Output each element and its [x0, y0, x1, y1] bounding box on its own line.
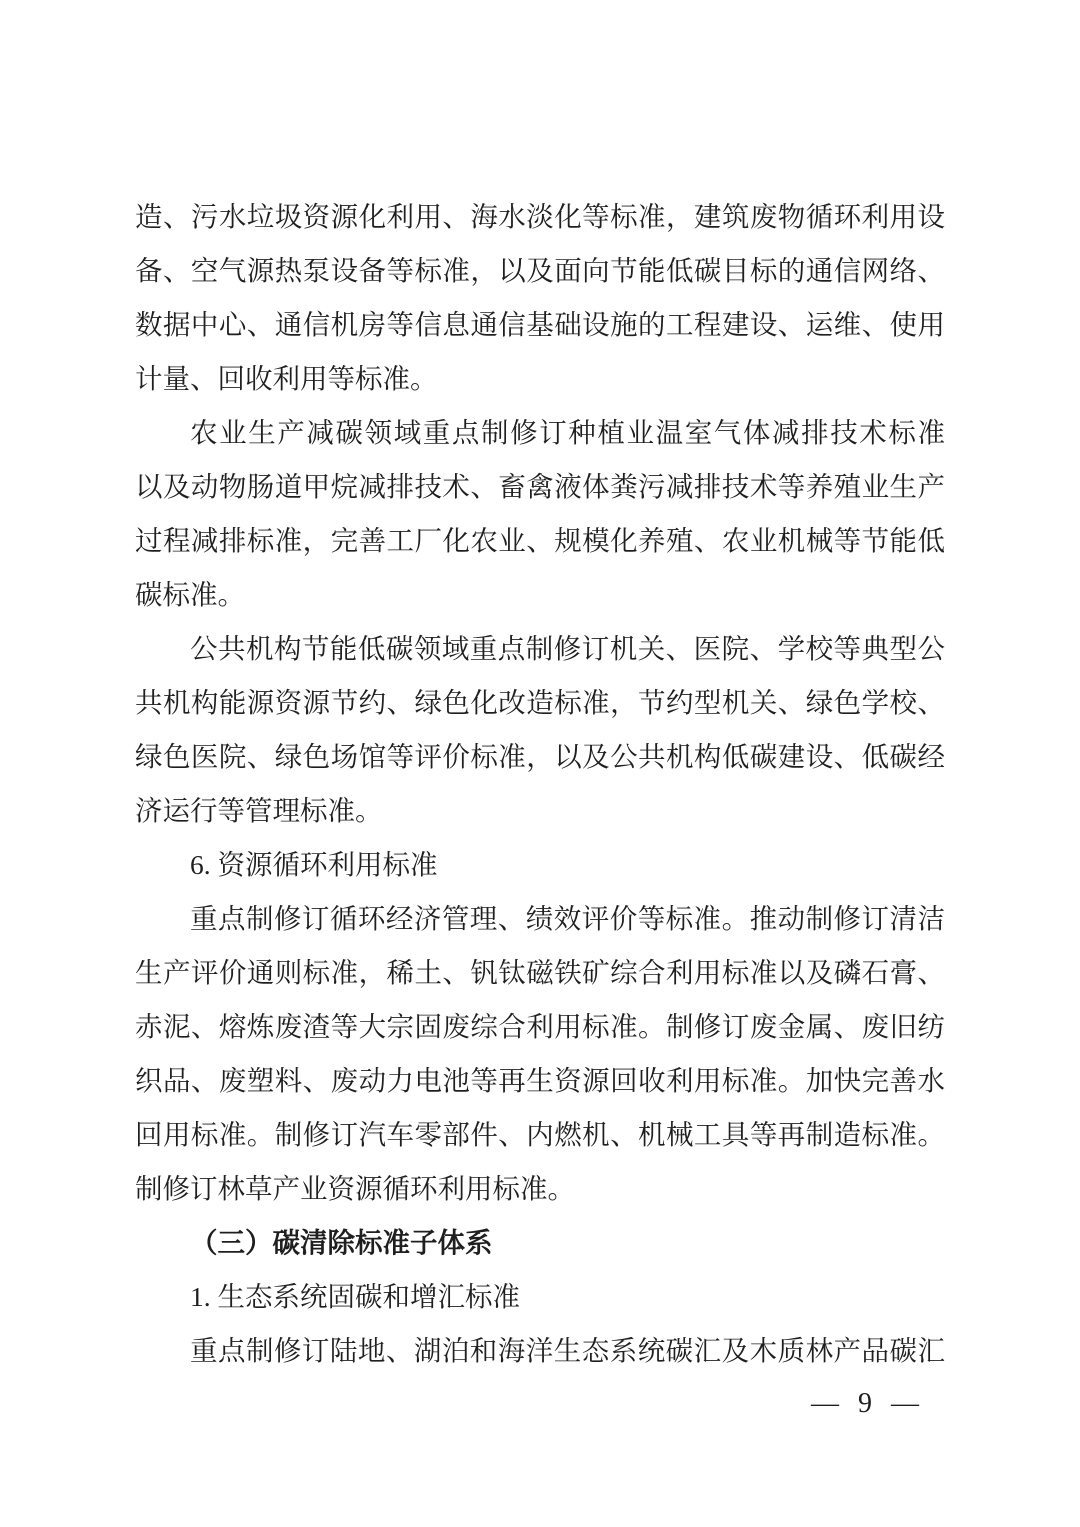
text-line: 过程减排标准，完善工厂化农业、规模化养殖、农业机械等节能低 — [135, 525, 945, 556]
text-line: 碳标准。 — [135, 579, 245, 610]
text-line: 回用标准。制修订汽车零部件、内燃机、机械工具等再制造标准。 — [135, 1119, 945, 1150]
text-line: 备、空气源热泵设备等标准，以及面向节能低碳目标的通信网络、 — [135, 255, 945, 286]
text-line: 重点制修订陆地、湖泊和海洋生态系统碳汇及木质林产品碳汇 — [190, 1335, 945, 1366]
text-line: 重点制修订循环经济管理、绩效评价等标准。推动制修订清洁 — [190, 903, 945, 934]
text-line: 公共机构节能低碳领域重点制修订机关、医院、学校等典型公 — [190, 633, 945, 664]
text-line: 造、污水垃圾资源化利用、海水淡化等标准，建筑废物循环利用设 — [135, 201, 945, 232]
text-line: 1. 生态系统固碳和增汇标准 — [190, 1281, 520, 1312]
text-line: 以及动物肠道甲烷减排技术、畜禽液体粪污减排技术等养殖业生产 — [135, 471, 945, 502]
text-line: 计量、回收利用等标准。 — [135, 363, 438, 394]
page-number: — 9 — — [811, 1388, 920, 1419]
text-line: 织品、废塑料、废动力电池等再生资源回收利用标准。加快完善水 — [135, 1065, 945, 1096]
text-line: 绿色医院、绿色场馆等评价标准，以及公共机构低碳建设、低碳经 — [135, 741, 945, 772]
text-line: 农业生产减碳领域重点制修订种植业温室气体减排技术标准 — [190, 417, 945, 448]
document-body — [135, 190, 945, 1378]
text-line: 生产评价通则标准，稀土、钒钛磁铁矿综合利用标准以及磷石膏、 — [135, 957, 945, 988]
text-line: 数据中心、通信机房等信息通信基础设施的工程建设、运维、使用 — [135, 309, 945, 340]
text-line: 济运行等管理标准。 — [135, 795, 383, 826]
text-line: 赤泥、熔炼废渣等大宗固废综合利用标准。制修订废金属、废旧纺 — [135, 1011, 945, 1042]
text-line: （三）碳清除标准子体系 — [190, 1227, 493, 1258]
text-line: 共机构能源资源节约、绿色化改造标准，节约型机关、绿色学校、 — [135, 687, 945, 718]
text-line: 6. 资源循环利用标准 — [190, 849, 438, 880]
text-line: 制修订林草产业资源循环利用标准。 — [135, 1173, 575, 1204]
